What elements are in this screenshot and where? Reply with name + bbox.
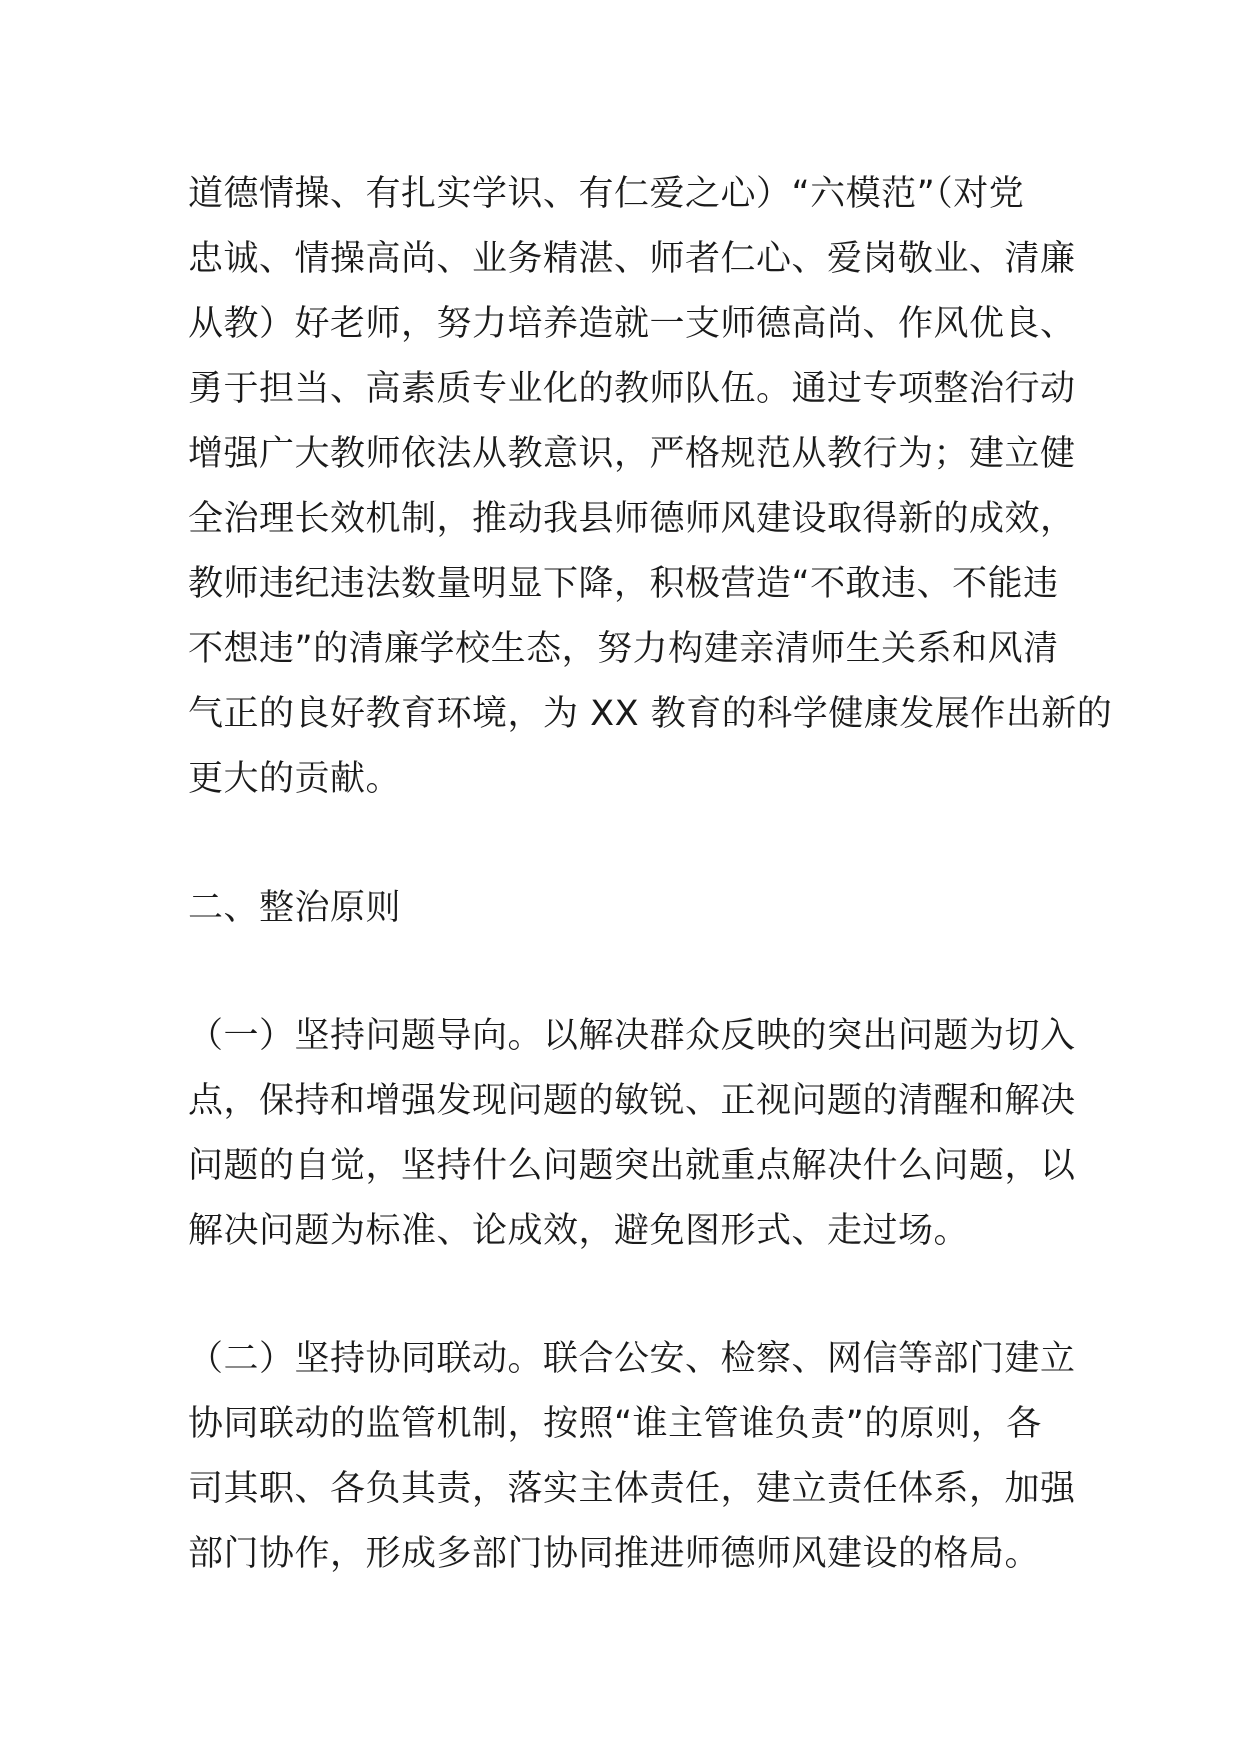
paragraph-spacer bbox=[188, 941, 1056, 1004]
section-heading bbox=[188, 876, 1056, 941]
paragraph-spacer bbox=[188, 812, 1056, 876]
document-body bbox=[188, 162, 1113, 1587]
text-line: 全治理长效机制，推动我县师德师风建设取得新的成效， bbox=[188, 499, 1076, 539]
text-line: 教师违纪违法数量明显下降，积极营造“不敢违、不能违 bbox=[188, 564, 1059, 604]
text-line: 从教）好老师，努力培养造就一支师德高尚、作风优良、 bbox=[188, 304, 1076, 344]
text-line: （一）坚持问题导向。以解决群众反映的突出问题为切入 bbox=[188, 1016, 1076, 1056]
text-line: 部门协作，形成多部门协同推进师德师风建设的格局。 bbox=[188, 1534, 1041, 1574]
text-line: 司其职、各负其责，落实主体责任，建立责任体系，加强 bbox=[188, 1469, 1076, 1509]
text-line: 协同联动的监管机制，按照“谁主管谁负责”的原则，各 bbox=[188, 1404, 1042, 1444]
text-line: （二）坚持协同联动。联合公安、检察、网信等部门建立 bbox=[188, 1339, 1076, 1379]
text-line: 不想违”的清廉学校生态，努力构建亲清师生关系和风清 bbox=[188, 629, 1059, 669]
text-line: 忠诚、情操高尚、业务精湛、师者仁心、爱岗敬业、清廉 bbox=[188, 239, 1076, 279]
section-heading-text: 二、整治原则 bbox=[188, 888, 402, 928]
text-line: 增强广大教师依法从教意识，严格规范从教行为；建立健 bbox=[188, 434, 1076, 474]
principle-1-paragraph bbox=[188, 1004, 1076, 1264]
text-line: 气正的良好教育环境，为 XX 教育的科学健康发展作出新的 bbox=[188, 694, 1113, 734]
text-line: 点，保持和增强发现问题的敏锐、正视问题的清醒和解决 bbox=[188, 1081, 1076, 1121]
text-line: 更大的贡献。 bbox=[188, 759, 402, 799]
text-line: 道德情操、有扎实学识、有仁爱之心）“六模范”（对党 bbox=[188, 174, 1025, 214]
text-line: 勇于担当、高素质专业化的教师队伍。通过专项整治行动 bbox=[188, 369, 1076, 409]
principle-2-paragraph bbox=[188, 1327, 1076, 1587]
text-line: 问题的自觉，坚持什么问题突出就重点解决什么问题，以 bbox=[188, 1146, 1076, 1186]
text-line: 解决问题为标准、论成效，避免图形式、走过场。 bbox=[188, 1211, 970, 1251]
paragraph-spacer bbox=[188, 1264, 1056, 1327]
paragraph-goals bbox=[188, 162, 1113, 812]
